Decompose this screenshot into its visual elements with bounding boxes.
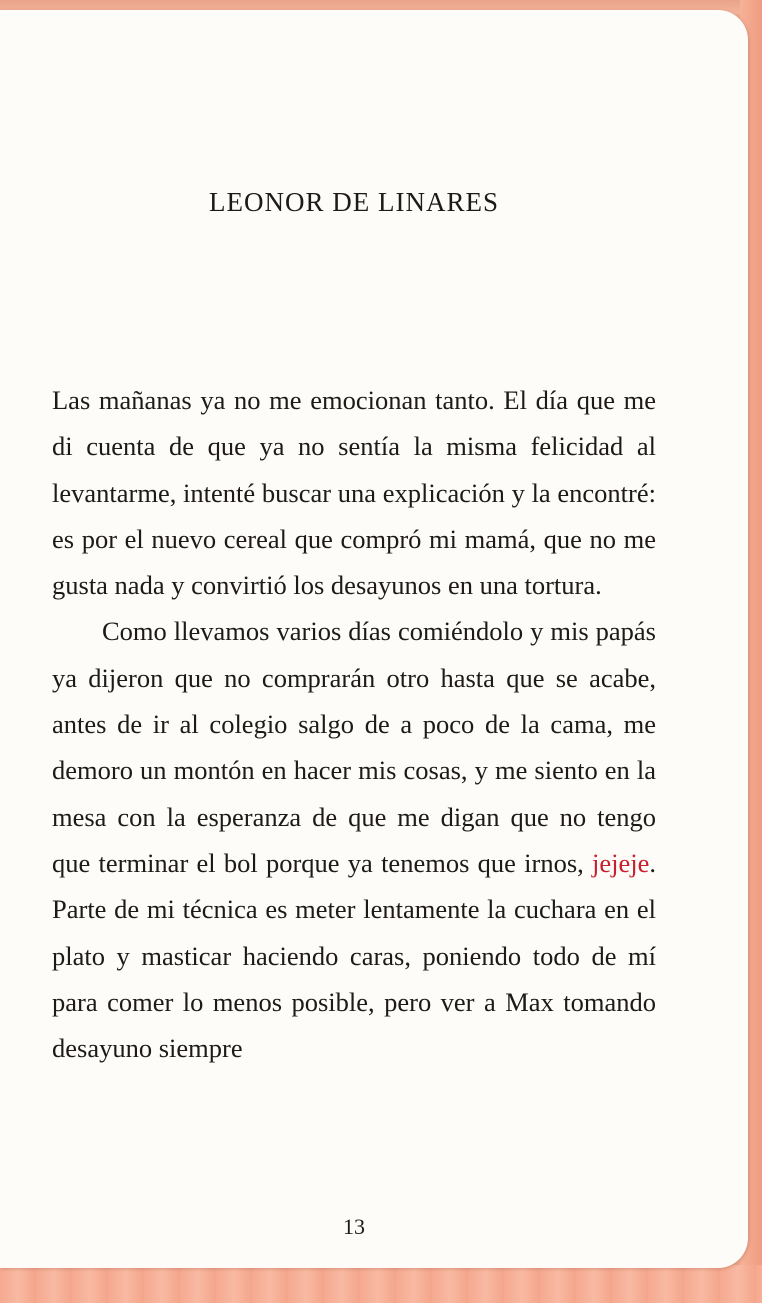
paragraph-1: Las mañanas ya no me emocionan tanto. El día que me di cuenta de que ya no sentía la misma felicidad al levantarme, intenté buscar una explicación y la encontré: es por el nuevo cereal que compró mi mamá, que no me gusta nada y convirtió los desayunos en una tortura. — [52, 385, 656, 601]
paragraph-2-text-after: . Parte de mi técnica es meter lentamente la cuchara en el plato y masticar haciendo caras, poniendo todo de mí para comer lo menos posible, pero ver a Max tomando desayuno siempre — [52, 847, 656, 1064]
body-text — [52, 377, 656, 1071]
running-header: LEONOR DE LINARES — [209, 187, 499, 217]
book-cover-edge-bottom — [0, 1265, 762, 1303]
laugh-highlight: jejeje — [592, 847, 650, 878]
paragraph-2-text-before: Como llevamos varios días comiéndolo y mis papás ya dijeron que no comprarán otro hasta que se acabe, antes de ir al colegio salgo de a poco de la cama, me demoro un montón en hacer mis cosas, y me siento en la mesa con la esperanza de que me digan que no tengo que terminar el bol porque ya tenemos que irnos, — [52, 616, 656, 878]
paragraph-2 — [52, 608, 656, 1071]
page-number: 13 — [343, 1214, 365, 1239]
book-page — [0, 10, 748, 1268]
